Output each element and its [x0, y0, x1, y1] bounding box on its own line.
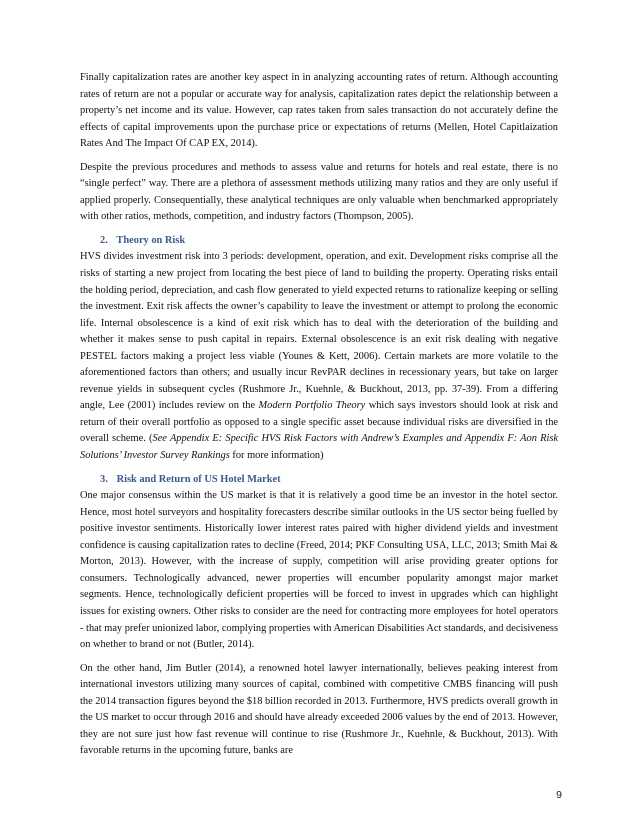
text-run: for more information) — [229, 450, 324, 462]
paragraph-no-single-perfect-way: Despite the previous procedures and methods to assess value and returns for hotels and real estate, there is no “single perfect” way. There are a plethora of assessment methods utilizing many ratios and they are only useful if applied properly. Consequentially, these analytical techniques are only valuable when benchmarked appropriately with other ratios, methods, competition, and industry factors (Thompson, 2005). — [80, 161, 558, 223]
emphasis-modern-portfolio-theory: Modern Portfolio Theory — [258, 400, 366, 412]
section-heading-risk-and-return — [100, 472, 558, 489]
emphasis-appendix-reference: See Appendix E: Specific HVS Risk Factors with Andrew’s Examples and Appendix F: Aon Risk Solutions’ Investor Survey Rankings — [80, 433, 558, 462]
section-title: Risk and Return of US Hotel Market — [116, 473, 281, 485]
paragraph-cap-rates: Finally capitalization rates are another key aspect in in analyzing accounting rates of return. Although accounting rates of return are not a popular or accurate way for analysis, capitalization rates depict the relationship between a property’s net income and its value. However, cap rates taken from sales transaction do not accurately define the effects of capital improvements upon the purchase price or expectations of returns (Mellen, Hotel Capitlaization Rates And The Impact Of CAP EX, 2014). — [80, 72, 558, 150]
section-number: 2. — [100, 234, 108, 246]
paragraph-international-investors: On the other hand, Jim Butler (2014), a renowned hotel lawyer internationally, believes peaking interest from international investors utilizing many sources of capital, combined with competitive CMBS financing will push the 2014 transaction figures beyond the $18 billion recorded in 2013. Furthermore, HVS predicts overall growth in the US market to occur through 2016 and should have already exceeded 2006 values by the end of 2013. However, they are not sure just how fast revenue will continue to rise (Rushmore Jr., Kuehnle, & Buckhout, 2013). With favorable returns in the upcoming future, banks are — [80, 662, 558, 757]
paragraph-theory-on-risk — [80, 249, 558, 464]
text-run: which says investors should look at risk and return of their overall portfolio as opposed to a single specific asset because individual risks are diversified in the overall scheme. ( — [80, 400, 558, 445]
paragraph-us-market-consensus: One major consensus within the US market is that it is relatively a good time be an investor in the hotel sector. Hence, most hotel surveyors and hospitality forecasters describe similar outlooks in the US sector being fuelled by positive investor sentiments. Historically lower interest rates paired with higher dividend yields and investment confidence is causing capitalization rates to decline (Freed, 2014; PKF Consulting USA, LLC, 2013; Smith Mai & Morton, 2013). However, with the increase of supply, competition will arise providing greater options for consumers. Technologically advanced, newer properties will encumber popularity amongst major market segments. Hence, technologically deficient properties will be forced to invest in upgrades which can highlight issues for existing owners. Other risks to consider are the need for contracting more employees for hotel operators - that may prefer unionized labor, complying properties with American Disabilities Act standards, and decisiveness on whether to brand or not (Butler, 2014). — [80, 490, 558, 651]
page-number: 9 — [556, 789, 562, 801]
section-number: 3. — [100, 473, 108, 485]
document-body — [80, 70, 558, 767]
section-heading-theory-on-risk — [100, 233, 558, 250]
text-run: HVS divides investment risk into 3 periods: development, operation, and exit. Development risks comprise all the risks of starting a new project from locating the best piece of land to building the property. Operating risks entail the holding period, depreciation, and cash flow generated to yield expected returns to rationalize keeping or selling the investment. Exit risk affects the owner’s capability to leave the investment or attempt to prolong the economic life. Internal obsolescence is a kind of exit risk which has to deal with the deterioration of the building and whether it makes sense to push capital in repairs. External obsolescence is an exit risk dealing with negative PESTEL factors making a project less viable (Younes & Kett, 2006). Certain markets are more volatile to the aforementioned factors than others; and usually incur RevPAR declines in recessionary years, but take on larger revenue yields in subsequent cycles (Rushmore Jr., Kuehnle, & Buckhout, 2013, pp. 37-39). From a differing angle, Lee (2001) includes review on the — [80, 251, 558, 412]
section-title: Theory on Risk — [116, 234, 186, 246]
